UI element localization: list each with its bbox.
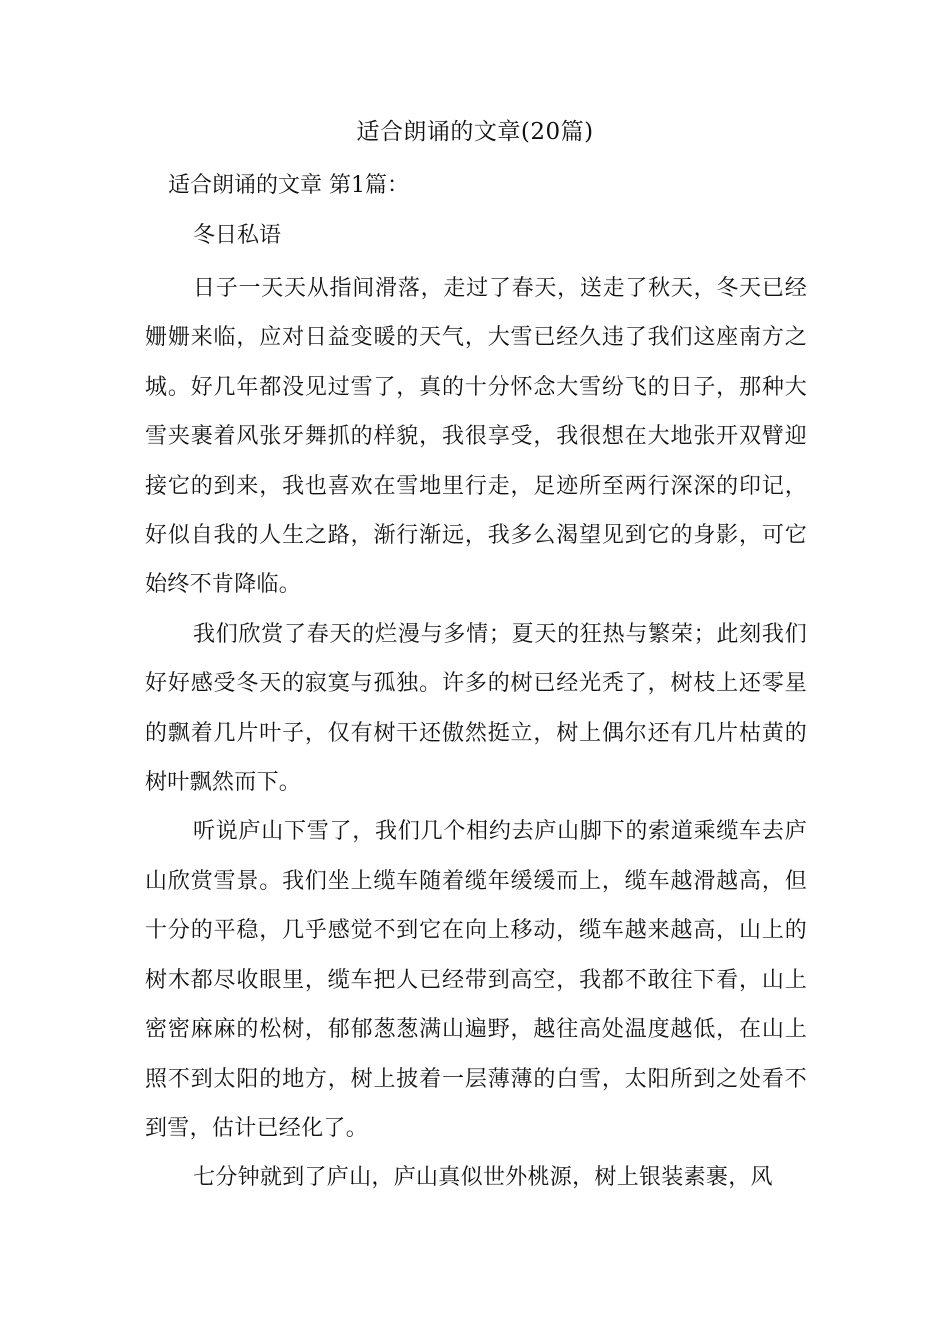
paragraph: 七分钟就到了庐山，庐山真似世外桃源，树上银装素裹，风 (193, 1165, 773, 1191)
article-body (145, 264, 807, 1203)
paragraph: 日子一天天从指间滑落，走过了春天，送走了秋天，冬天已经姗姗来临，应对日益变暖的天气，大雪已经久违了我们这座南方之城。好几年都没见过雪了，真的十分怀念大雪纷飞的日子，那种大雪夹裹着风张牙舞抓的样貌，我很享受，我很想在大地张开双臂迎接它的到来，我也喜欢在雪地里行走，足迹所至两行深深的印记，好似自我的人生之路，渐行渐远，我多么渴望见到它的身影，可它始终不肯降临。 (145, 276, 807, 598)
document-title: 适合朗诵的文章(20篇) (356, 119, 594, 145)
article-subtitle: 适合朗诵的文章 第1篇： (168, 173, 409, 198)
paragraph: 听说庐山下雪了，我们几个相约去庐山脚下的索道乘缆车去庐山欣赏雪景。我们坐上缆车随着缆年缓缓而上，缆车越滑越高，但十分的平稳，几乎感觉不到它在向上移动，缆车越来越高，山上的树木都尽收眼里，缆车把人已经带到高空，我都不敢往下看，山上密密麻麻的松树，郁郁葱葱满山遍野，越往高处温度越低，在山上照不到太阳的地方，树上披着一层薄薄的白雪，太阳所到之处看不到雪，估计已经化了。 (145, 819, 807, 1141)
paragraph: 我们欣赏了春天的烂漫与多情；夏天的狂热与繁荣；此刻我们好好感受冬天的寂寞与孤独。许多的树已经光秃了，树枝上还零星的飘着几片叶子，仅有树干还傲然挺立，树上偶尔还有几片枯黄的树叶飘然而下。 (145, 621, 807, 796)
section-heading: 冬日私语 (193, 223, 282, 248)
